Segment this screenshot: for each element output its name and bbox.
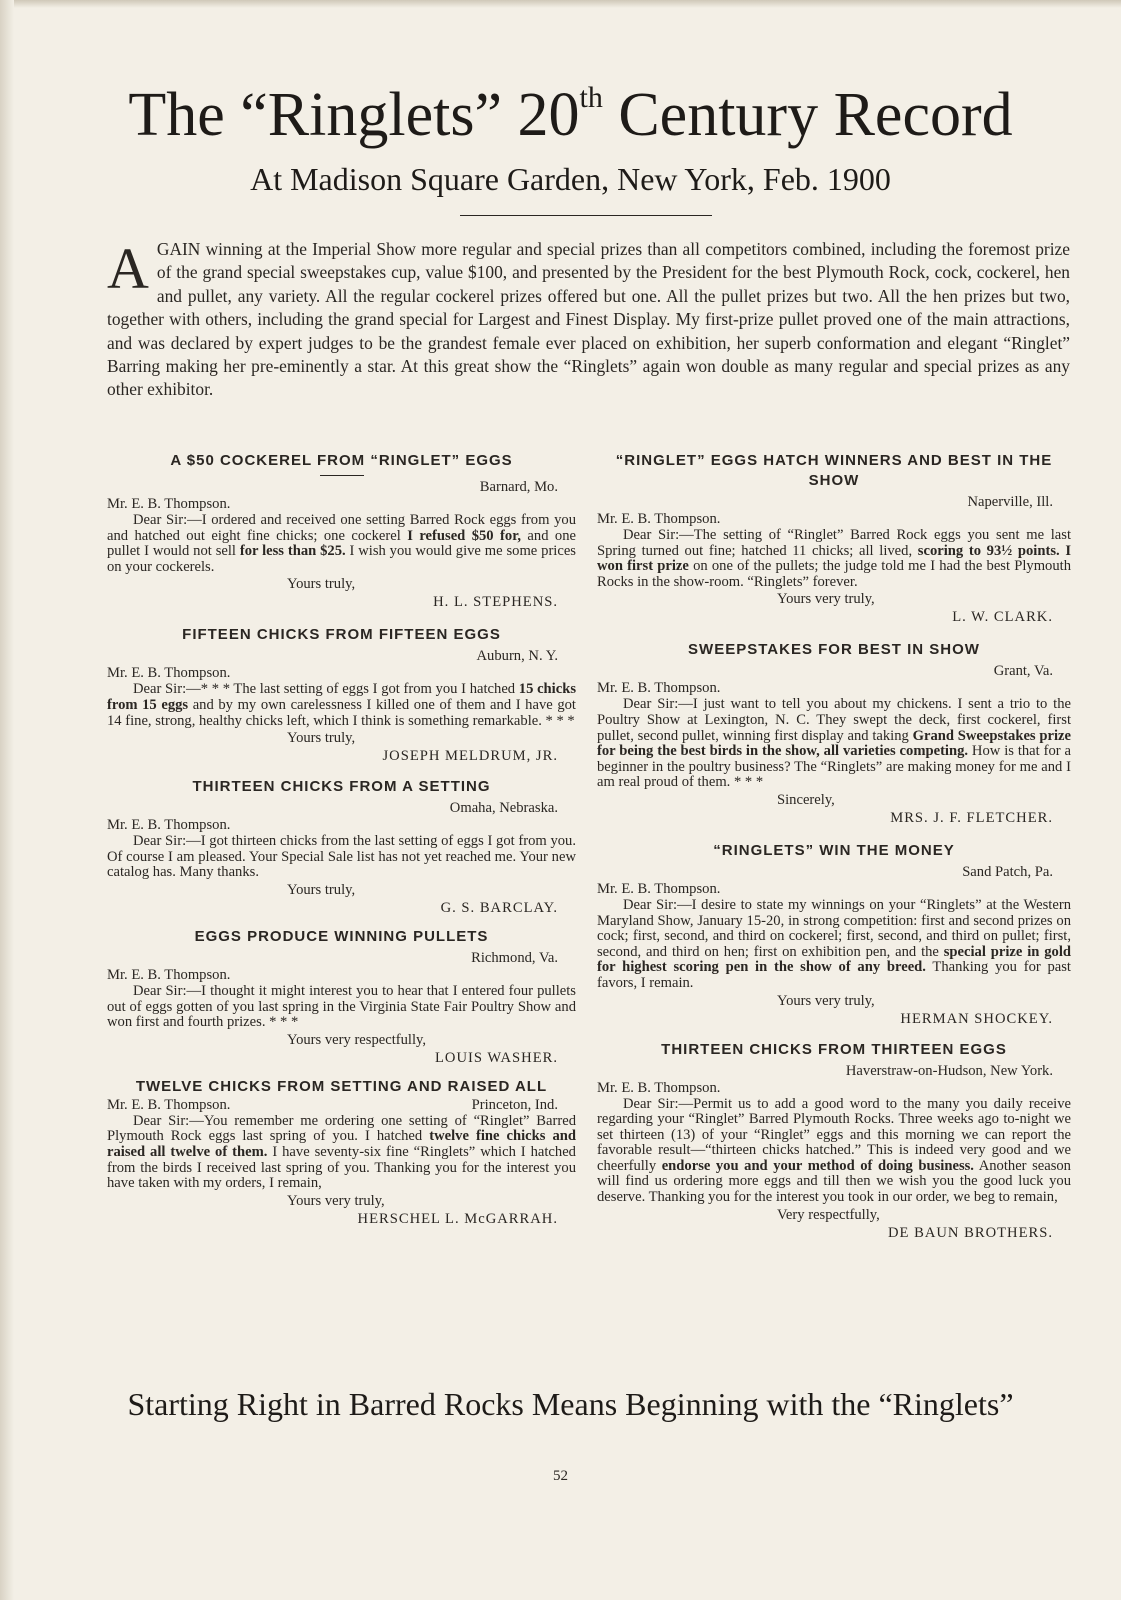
- title-divider: [460, 215, 712, 216]
- letter-closing: Very respectfully,: [777, 1206, 880, 1223]
- body-text: Dear Sir:—* * * The last setting of eggs I got from you I hatched: [133, 681, 519, 698]
- body-text: Dear Sir:—I ordered and received one setting Barred Rock eggs from you and hatched out eight fine chicks; one cockerel: [107, 512, 576, 544]
- letter-salutation: Mr. E. B. Thompson.: [107, 1096, 231, 1113]
- body-text: Dear Sir:—Permit us to add a good word to the many you daily receive regarding your “Ringlet” Barred Plymouth Rocks. Three weeks ago to-night we set thirteen (13) of your “Ringlet” eggs and this morning we can report the favorable result—“thirteen chicks hatched.” This is indeed very good and we cheerfully: [597, 1095, 1071, 1174]
- salutation-row: [107, 1097, 576, 1114]
- body-text: and one pullet I would not sell: [107, 527, 576, 560]
- letter-heading: THIRTEEN CHICKS FROM THIRTEEN EGGS: [661, 1040, 1007, 1058]
- heading-rule: [320, 475, 364, 476]
- testimonial-letter: [107, 451, 576, 611]
- emphasis-text: endorse you and your method of doing business.: [661, 1157, 974, 1174]
- letter-body: [597, 697, 1071, 791]
- emphasis-text: for less than $25.: [239, 543, 346, 560]
- body-text: Dear Sir:—I got thirteen chicks from the last setting of eggs I got from you. Of course I am pleased. Your Special Sale list has not yet reached me. Your new catalog has. Many thanks.: [107, 833, 576, 881]
- letter-closing: Yours truly,: [287, 730, 356, 747]
- body-text: Dear Sir:—I just want to tell you about my chickens. I sent a trio to the Poultry Show at Lexington, N. C. They swept the deck, first cockerel, first pullet, second pullet, winning first display and taking: [597, 696, 1071, 744]
- testimonial-letter: [107, 927, 576, 1067]
- letter-heading: EGGS PRODUCE WINNING PULLETS: [194, 927, 489, 945]
- letter-place: Barnard, Mo.: [479, 479, 558, 495]
- letter-heading: THIRTEEN CHICKS FROM A SETTING: [192, 778, 491, 796]
- page-binding-edge: [0, 0, 14, 1600]
- body-text: Dear Sir:—You remember me ordering one setting of “Ringlet” Barred Plymouth Rock eggs last spring of you. I hatched: [107, 1112, 576, 1145]
- body-text: How is that for a beginner in the poultry business? The “Ringlets” are making money for me and I am real proud of them. * * *: [597, 743, 1071, 791]
- letter-closing: Yours very respectfully,: [287, 1031, 427, 1048]
- letter-salutation: Mr. E. B. Thompson.: [597, 1079, 721, 1096]
- letter-heading: “RINGLETS” WIN THE MONEY: [713, 841, 955, 859]
- letter-place: Haverstraw-on-Hudson, New York.: [845, 1062, 1053, 1079]
- letter-closing: Yours truly,: [287, 881, 356, 898]
- letter-heading: “RINGLET” EGGS HATCH WINNERS AND BEST IN THE SHOW: [615, 452, 1053, 489]
- letter-place: Omaha, Nebraska.: [449, 800, 558, 817]
- letter-body: [107, 513, 576, 575]
- letter-place: Naperville, Ill.: [967, 494, 1053, 510]
- intro-paragraph: [107, 238, 1070, 402]
- page-number: 52: [553, 1468, 568, 1484]
- body-text: Thanking you for past favors, I remain.: [597, 959, 1071, 991]
- footer-slogan: Starting Right in Barred Rocks Means Beginning with the “Ringlets”: [127, 1386, 1014, 1422]
- body-text: I have seventy-six fine “Ringlets” which I hatched from the birds I received last spring of you. Thanking you for the interest you have taken with my orders, I remain,: [107, 1143, 576, 1192]
- body-text: Another season will find us ordering more eggs and till then we wish you the good luck you deserve. Thanking you for the interest you took in our order, we beg to remain,: [597, 1157, 1071, 1206]
- letter-salutation: Mr. E. B. Thompson.: [597, 680, 721, 697]
- drop-cap: A: [107, 236, 149, 301]
- emphasis-text: 15 chicks from 15 eggs: [107, 681, 577, 713]
- letter-closing: Yours very truly,: [777, 591, 875, 608]
- intro-text: GAIN winning at the Imperial Show more regular and special prizes than all competitors combined, including the foremost prize of the grand special sweepstakes cup, value $100, and presented by the President for the best Plymouth Rock, cock, cockerel, hen and pullet, any variety. All the regular cockerel prizes offered but one. All the pullet prizes but two. All the hen prizes but two, together with others, including the grand special for Largest and Finest Display. My first-prize pullet proved one of the main attractions, and was declared by expert judges to be the grandest female ever placed on exhibition, her superb conformation and elegant “Ringlet” Barring making her pre-eminently a star. At this great show the “Ringlets” again won double as many regular and special prizes as any other exhibitor.: [107, 239, 1070, 400]
- letter-salutation: Mr. E. B. Thompson.: [597, 511, 721, 527]
- letter-signature: MRS. J. F. FLETCHER.: [890, 809, 1053, 826]
- letter-salutation: Mr. E. B. Thompson.: [107, 966, 231, 983]
- body-text: Dear Sir:—I desire to state my winnings on your “Ringlets” at the Western Maryland Show, January 15-20, in strong competition: first and second prizes on cock; first, second, and third on cockerel; first, second, and third on pullet; first, second, and third on hen; first on exhibition pen, and the: [597, 896, 1071, 960]
- letter-salutation: Mr. E. B. Thompson.: [107, 496, 231, 512]
- emphasis-text: I refused $50 for,: [407, 527, 521, 544]
- title-superscript: th: [579, 81, 603, 114]
- emphasis-text: Grand Sweepstakes prize for being the best birds in the show, all varieties competing.: [597, 727, 1071, 760]
- letter-signature: LOUIS WASHER.: [434, 1049, 558, 1066]
- letter-body: [597, 528, 1071, 590]
- letter-closing: Yours truly,: [287, 576, 356, 593]
- letter-place: Sand Patch, Pa.: [962, 863, 1053, 880]
- title-part-1: The “Ringlets” 20: [128, 81, 580, 149]
- letter-heading: TWELVE CHICKS FROM SETTING AND RAISED ALL: [135, 1077, 548, 1095]
- letter-closing: Yours very truly,: [287, 1192, 385, 1209]
- letter-body: [107, 834, 576, 881]
- testimonial-letter: [107, 777, 576, 917]
- body-text: and by my own carelessness I killed one of them and I have got 14 fine, strong, healthy chicks left, which I think is something remarkable. * * *: [107, 696, 576, 729]
- letter-body: [107, 984, 576, 1031]
- letter-place: Princeton, Ind.: [471, 1096, 558, 1113]
- emphasis-text: twelve fine chicks and raised all twelve of them.: [107, 1128, 576, 1160]
- testimonial-letter: [597, 640, 1071, 827]
- letter-place: Richmond, Va.: [471, 949, 558, 966]
- title-part-2: Century Record: [602, 81, 1013, 149]
- letter-place: Auburn, N. Y.: [476, 648, 558, 665]
- letter-closing: Sincerely,: [777, 791, 835, 808]
- page-top-shadow: [0, 0, 1121, 8]
- letter-signature: L. W. CLARK.: [952, 609, 1053, 626]
- letter-signature: HERMAN SHOCKEY.: [900, 1010, 1053, 1027]
- testimonial-letter: [107, 1077, 576, 1228]
- body-text: on one of the pullets; the judge told me I had the best Plymouth Rocks in the show-room. “Ringlets” forever.: [597, 558, 1071, 590]
- letter-signature: G. S. BARCLAY.: [440, 899, 558, 916]
- testimonial-letter: [597, 1040, 1071, 1242]
- testimonial-letter: [107, 625, 576, 765]
- letter-heading: SWEEPSTAKES FOR BEST IN SHOW: [688, 641, 980, 659]
- letter-closing: Yours very truly,: [777, 992, 875, 1009]
- emphasis-text: scoring to 93½ points. I won first prize: [597, 542, 1071, 575]
- letter-heading: A $50 COCKEREL FROM “RINGLET” EGGS: [170, 452, 513, 469]
- right-column: [597, 451, 1071, 1242]
- letter-signature: HERSCHEL L. McGARRAH.: [357, 1210, 558, 1227]
- letter-signature: JOSEPH MELDRUM, JR.: [382, 748, 558, 765]
- body-text: I wish you would give me some prices on your cockerels.: [107, 543, 576, 575]
- testimonial-letter: [597, 451, 1071, 626]
- body-text: Dear Sir:—The setting of “Ringlet” Barred Rock eggs you sent me last Spring turned out fine; hatched 11 chicks; all lived,: [597, 527, 1071, 559]
- letter-place: Grant, Va.: [993, 663, 1053, 680]
- page-title: [60, 80, 1081, 150]
- body-text: Dear Sir:—I thought it might interest you to hear that I entered four pullets out of eggs gotten of you last spring in the Virginia State Fair Poultry Show and won first and fourth prizes. * * *: [107, 982, 576, 1031]
- letter-salutation: Mr. E. B. Thompson.: [597, 880, 721, 897]
- emphasis-text: special prize in gold for highest scoring pen in the show of any breed.: [597, 943, 1071, 976]
- letter-heading: FIFTEEN CHICKS FROM FIFTEEN EGGS: [182, 626, 501, 644]
- letter-body: [107, 1114, 576, 1192]
- letter-salutation: Mr. E. B. Thompson.: [107, 665, 231, 682]
- letter-body: [597, 1097, 1071, 1206]
- letter-signature: H. L. STEPHENS.: [433, 594, 558, 611]
- letter-body: [597, 898, 1071, 992]
- page-subtitle: At Madison Square Garden, New York, Feb. 1900: [250, 161, 891, 197]
- letter-body: [107, 682, 576, 729]
- testimonial-letter: [597, 841, 1071, 1028]
- left-column: [107, 451, 576, 1228]
- letter-salutation: Mr. E. B. Thompson.: [107, 817, 231, 834]
- letter-signature: DE BAUN BROTHERS.: [888, 1224, 1053, 1241]
